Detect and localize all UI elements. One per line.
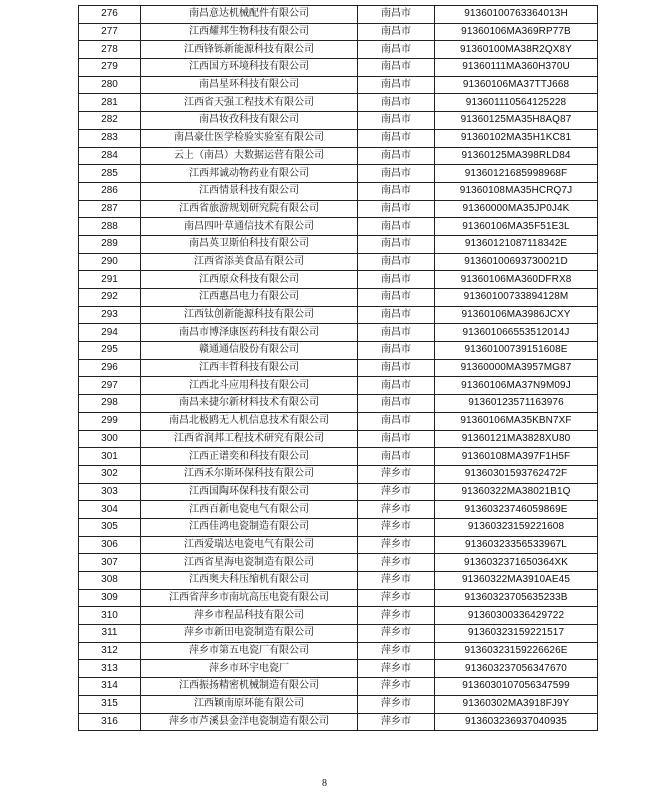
row-number: 294 [79,324,141,342]
row-number: 313 [79,660,141,678]
table-row [79,289,598,307]
company-name: 江西省旅游规划研究院有限公司 [141,200,358,218]
credit-code: 91360111MA360H370U [435,59,598,77]
company-name: 江西丰哲科技有限公司 [141,359,358,377]
company-name: 江西省萍乡市南坑高压电瓷有限公司 [141,589,358,607]
company-name: 江西省天强工程技术有限公司 [141,94,358,112]
city-name: 南昌市 [358,448,435,466]
credit-code: 91360322MA3910AE45 [435,572,598,590]
city-name: 南昌市 [358,200,435,218]
table-row [79,518,598,536]
city-name: 萍乡市 [358,554,435,572]
credit-code: 91360108MA35HCRQ7J [435,182,598,200]
row-number: 277 [79,23,141,41]
company-name: 南昌北极鸥无人机信息技术有限公司 [141,412,358,430]
table-row [79,342,598,360]
city-name: 南昌市 [358,324,435,342]
company-name: 江西佳鸿电瓷制造有限公司 [141,518,358,536]
table-row [79,625,598,643]
city-name: 萍乡市 [358,607,435,625]
company-name: 云上（南昌）大数据运营有限公司 [141,147,358,165]
row-number: 315 [79,695,141,713]
company-name: 南昌市博泽康医药科技有限公司 [141,324,358,342]
row-number: 282 [79,112,141,130]
table-row [79,412,598,430]
company-name: 江西正谱奕和科技有限公司 [141,448,358,466]
city-name: 南昌市 [358,94,435,112]
company-name: 赣通通信股份有限公司 [141,342,358,360]
table-row [79,448,598,466]
city-name: 南昌市 [358,59,435,77]
credit-code: 91360323159221517 [435,625,598,643]
table-row [79,536,598,554]
credit-code: 913603237056347670 [435,660,598,678]
row-number: 292 [79,289,141,307]
credit-code: 91360100733894128M [435,289,598,307]
credit-code: 91360121MA3828XU80 [435,430,598,448]
city-name: 南昌市 [358,112,435,130]
row-number: 279 [79,59,141,77]
city-name: 南昌市 [358,395,435,413]
city-name: 南昌市 [358,41,435,59]
table-row [79,253,598,271]
city-name: 萍乡市 [358,660,435,678]
company-name: 南昌豪仕医学检验实验室有限公司 [141,129,358,147]
credit-code: 91360121087118342E [435,235,598,253]
company-name: 江西奥夫科压缩机有限公司 [141,572,358,590]
credit-code: 91360123571163976 [435,395,598,413]
company-name: 南昌意达机械配件有限公司 [141,6,358,24]
row-number: 276 [79,6,141,24]
table-row [79,235,598,253]
company-name: 江西国陶环保科技有限公司 [141,483,358,501]
credit-code: 91360100MA38R2QX8Y [435,41,598,59]
table-row [79,182,598,200]
city-name: 萍乡市 [358,678,435,696]
table-row [79,430,598,448]
credit-code: 91360300336429722 [435,607,598,625]
city-name: 萍乡市 [358,642,435,660]
credit-code: 91360125MA35H8AQ87 [435,112,598,130]
row-number: 302 [79,465,141,483]
row-number: 316 [79,713,141,731]
credit-code: 91360323159221608 [435,518,598,536]
city-name: 萍乡市 [358,695,435,713]
credit-code: 91360106MA369RP77B [435,23,598,41]
table-row [79,271,598,289]
table-row [79,695,598,713]
row-number: 296 [79,359,141,377]
credit-code: 9136032371650364XK [435,554,598,572]
city-name: 萍乡市 [358,625,435,643]
company-name: 江西禾尔斯环保科技有限公司 [141,465,358,483]
company-name: 江西耀邦生物科技有限公司 [141,23,358,41]
city-name: 南昌市 [358,218,435,236]
table-row [79,678,598,696]
credit-code: 91360125MA398RLD84 [435,147,598,165]
company-name: 江西百新电瓷电气有限公司 [141,501,358,519]
company-name: 江西原众科技有限公司 [141,271,358,289]
table-row [79,59,598,77]
company-name: 江西邦诚动物药业有限公司 [141,165,358,183]
company-name: 萍乡市程品科技有限公司 [141,607,358,625]
credit-code: 91360100739151608E [435,342,598,360]
company-name: 江西振扬精密机械制造有限公司 [141,678,358,696]
city-name: 南昌市 [358,289,435,307]
row-number: 290 [79,253,141,271]
credit-code: 913601066553512014J [435,324,598,342]
city-name: 南昌市 [358,147,435,165]
credit-code: 91360323705635233B [435,589,598,607]
company-name: 南昌英卫斯伯科技有限公司 [141,235,358,253]
credit-code: 91360323159226626E [435,642,598,660]
credit-code: 91360106MA360DFRX8 [435,271,598,289]
row-number: 297 [79,377,141,395]
company-name: 萍乡市第五电瓷厂有限公司 [141,642,358,660]
city-name: 南昌市 [358,182,435,200]
city-name: 萍乡市 [358,713,435,731]
table-row [79,6,598,24]
table-row [79,501,598,519]
credit-code: 9136030107056347599 [435,678,598,696]
row-number: 306 [79,536,141,554]
company-name: 江西省添美食品有限公司 [141,253,358,271]
row-number: 311 [79,625,141,643]
city-name: 南昌市 [358,342,435,360]
city-name: 南昌市 [358,235,435,253]
table-row [79,76,598,94]
row-number: 295 [79,342,141,360]
credit-code: 91360100763364013H [435,6,598,24]
row-number: 307 [79,554,141,572]
row-number: 300 [79,430,141,448]
credit-code: 91360106MA35KBN7XF [435,412,598,430]
credit-code: 91360100693730021D [435,253,598,271]
city-name: 萍乡市 [358,483,435,501]
row-number: 314 [79,678,141,696]
city-name: 萍乡市 [358,501,435,519]
city-name: 南昌市 [358,306,435,324]
table-row [79,324,598,342]
row-number: 299 [79,412,141,430]
table-row [79,94,598,112]
city-name: 南昌市 [358,23,435,41]
row-number: 284 [79,147,141,165]
row-number: 304 [79,501,141,519]
table-row [79,41,598,59]
row-number: 301 [79,448,141,466]
company-name: 萍乡市芦溪县金洋电瓷制造有限公司 [141,713,358,731]
city-name: 南昌市 [358,253,435,271]
credit-code: 91360106MA37TTJ668 [435,76,598,94]
company-name: 江西国方环境科技有限公司 [141,59,358,77]
credit-code: 913601110564125228 [435,94,598,112]
credit-code: 91360302MA3918FJ9Y [435,695,598,713]
credit-code: 91360106MA35F51E3L [435,218,598,236]
company-name: 江西爱瑞达电瓷电气有限公司 [141,536,358,554]
city-name: 萍乡市 [358,465,435,483]
table-row [79,112,598,130]
table-body [79,6,598,731]
city-name: 南昌市 [358,271,435,289]
company-name: 萍乡市新田电瓷制造有限公司 [141,625,358,643]
row-number: 298 [79,395,141,413]
row-number: 310 [79,607,141,625]
credit-code: 91360106MA37N9M09J [435,377,598,395]
credit-code: 91360000MA3957MG87 [435,359,598,377]
table-row [79,465,598,483]
page-number: 8 [322,778,327,789]
row-number: 291 [79,271,141,289]
table-row [79,129,598,147]
row-number: 308 [79,572,141,590]
table-row [79,607,598,625]
city-name: 南昌市 [358,359,435,377]
row-number: 312 [79,642,141,660]
city-name: 南昌市 [358,430,435,448]
row-number: 305 [79,518,141,536]
company-name: 南昌四叶草通信技术有限公司 [141,218,358,236]
table-row [79,147,598,165]
credit-code: 91360000MA35JP0J4K [435,200,598,218]
company-name: 萍乡市环宇电瓷厂 [141,660,358,678]
city-name: 南昌市 [358,377,435,395]
row-number: 280 [79,76,141,94]
table-row [79,713,598,731]
table-row [79,377,598,395]
row-number: 285 [79,165,141,183]
table-row [79,589,598,607]
company-name: 江西惠昌电力有限公司 [141,289,358,307]
company-name: 江西省星海电瓷制造有限公司 [141,554,358,572]
city-name: 南昌市 [358,129,435,147]
credit-code: 91360301593762472F [435,465,598,483]
row-number: 281 [79,94,141,112]
table-row [79,200,598,218]
company-name: 江西锋铄新能源科技有限公司 [141,41,358,59]
company-name: 江西省润邦工程技术研究有限公司 [141,430,358,448]
city-name: 萍乡市 [358,572,435,590]
company-registry-table [78,5,598,731]
credit-code: 91360102MA35H1KC81 [435,129,598,147]
credit-code: 91360106MA3986JCXY [435,306,598,324]
credit-code: 91360322MA38021B1Q [435,483,598,501]
company-name: 南昌星环科技有限公司 [141,76,358,94]
table-row [79,23,598,41]
row-number: 289 [79,235,141,253]
city-name: 南昌市 [358,76,435,94]
city-name: 南昌市 [358,6,435,24]
row-number: 309 [79,589,141,607]
city-name: 南昌市 [358,165,435,183]
table-row [79,218,598,236]
table-row [79,395,598,413]
table-row [79,660,598,678]
city-name: 萍乡市 [358,518,435,536]
table-row [79,554,598,572]
table-row [79,572,598,590]
company-name: 江西钛创新能源科技有限公司 [141,306,358,324]
company-name: 南昌妆孜科技有限公司 [141,112,358,130]
company-name: 江西北斗应用科技有限公司 [141,377,358,395]
row-number: 303 [79,483,141,501]
city-name: 萍乡市 [358,589,435,607]
table-row [79,359,598,377]
credit-code: 91360108MA397F1H5F [435,448,598,466]
table-row [79,483,598,501]
city-name: 萍乡市 [358,536,435,554]
credit-code: 913603236937040935 [435,713,598,731]
company-name: 江西情景科技有限公司 [141,182,358,200]
row-number: 293 [79,306,141,324]
credit-code: 91360121685998968F [435,165,598,183]
company-name: 南昌来捷尔新材料技术有限公司 [141,395,358,413]
company-name: 江西颖南原环能有限公司 [141,695,358,713]
row-number: 288 [79,218,141,236]
row-number: 287 [79,200,141,218]
table-row [79,642,598,660]
city-name: 南昌市 [358,412,435,430]
credit-code: 91360323356533967L [435,536,598,554]
table-row [79,165,598,183]
row-number: 283 [79,129,141,147]
table-row [79,306,598,324]
row-number: 286 [79,182,141,200]
credit-code: 91360323746059869E [435,501,598,519]
row-number: 278 [79,41,141,59]
